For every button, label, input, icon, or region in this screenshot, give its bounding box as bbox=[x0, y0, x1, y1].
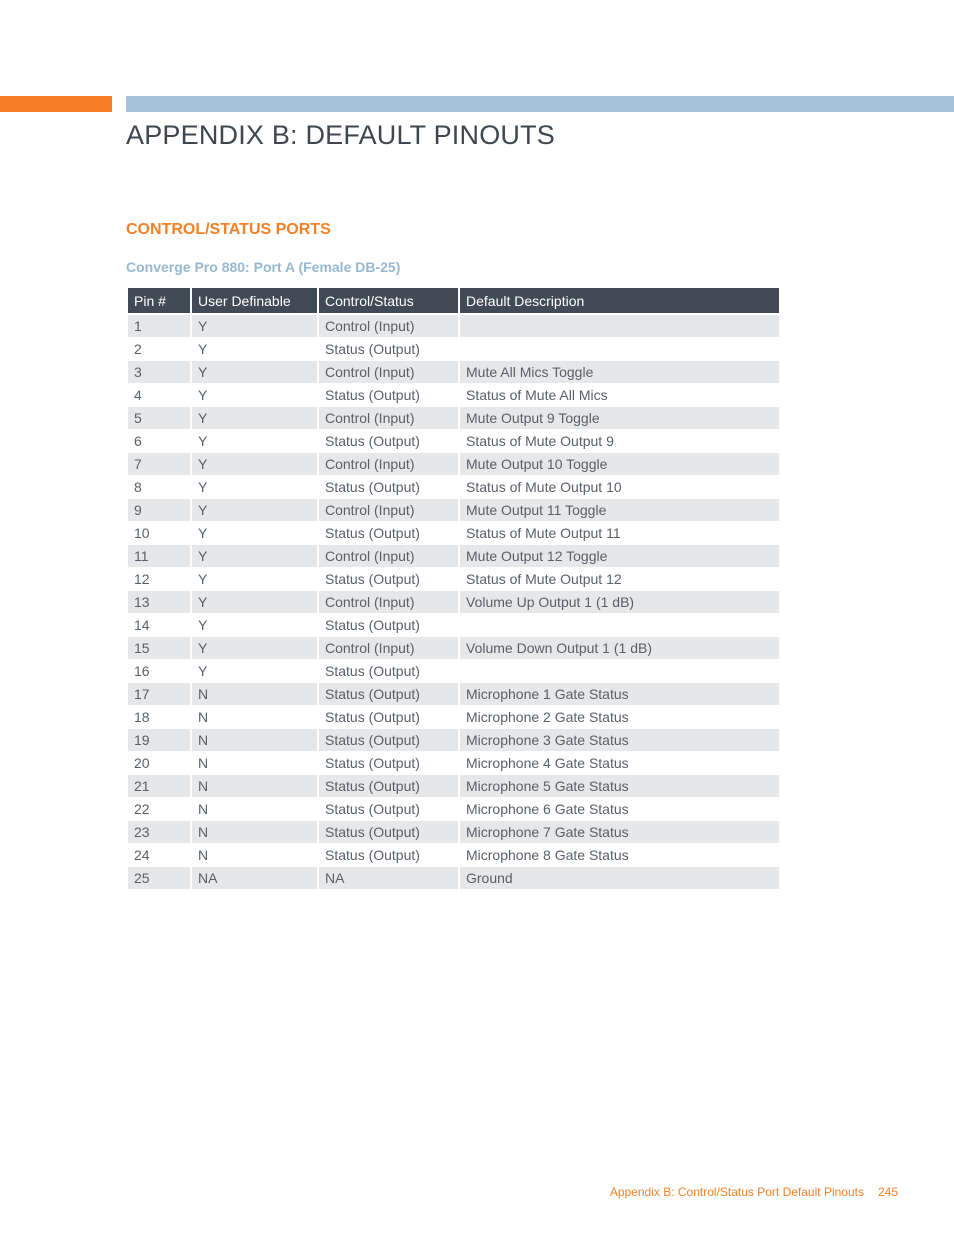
cell-control-status: NA bbox=[319, 867, 458, 890]
cell-control-status: Status (Output) bbox=[319, 338, 458, 361]
table-row bbox=[128, 499, 779, 522]
page-title: APPENDIX B: DEFAULT PINOUTS bbox=[126, 120, 556, 150]
cell-default-description: Status of Mute All Mics bbox=[460, 384, 779, 407]
table-row bbox=[128, 637, 779, 660]
cell-pin: 3 bbox=[128, 361, 190, 384]
table-row bbox=[128, 430, 779, 453]
table-row bbox=[128, 338, 779, 361]
cell-pin: 6 bbox=[128, 430, 190, 453]
cell-control-status: Status (Output) bbox=[319, 430, 458, 453]
cell-user-definable: Y bbox=[192, 660, 317, 683]
table-row bbox=[128, 775, 779, 798]
table-row bbox=[128, 568, 779, 591]
cell-user-definable: N bbox=[192, 683, 317, 706]
cell-pin: 4 bbox=[128, 384, 190, 407]
cell-user-definable: N bbox=[192, 798, 317, 821]
table-row bbox=[128, 407, 779, 430]
cell-control-status: Control (Input) bbox=[319, 361, 458, 384]
cell-pin: 19 bbox=[128, 729, 190, 752]
cell-control-status: Status (Output) bbox=[319, 522, 458, 545]
cell-default-description: Mute All Mics Toggle bbox=[460, 361, 779, 384]
table-row bbox=[128, 798, 779, 821]
table-row bbox=[128, 384, 779, 407]
cell-pin: 9 bbox=[128, 499, 190, 522]
cell-user-definable: Y bbox=[192, 476, 317, 499]
cell-user-definable: Y bbox=[192, 568, 317, 591]
cell-control-status: Status (Output) bbox=[319, 614, 458, 637]
cell-user-definable: N bbox=[192, 752, 317, 775]
cell-pin: 13 bbox=[128, 591, 190, 614]
cell-default-description: Microphone 2 Gate Status bbox=[460, 706, 779, 729]
pinout-table bbox=[126, 288, 781, 890]
cell-user-definable: N bbox=[192, 821, 317, 844]
table-row bbox=[128, 361, 779, 384]
cell-user-definable: Y bbox=[192, 384, 317, 407]
cell-pin: 10 bbox=[128, 522, 190, 545]
cell-control-status: Status (Output) bbox=[319, 706, 458, 729]
cell-default-description bbox=[460, 660, 779, 683]
cell-user-definable: Y bbox=[192, 338, 317, 361]
orange-accent-bar bbox=[0, 96, 112, 112]
cell-pin: 20 bbox=[128, 752, 190, 775]
cell-default-description bbox=[460, 338, 779, 361]
cell-user-definable: N bbox=[192, 706, 317, 729]
cell-pin: 21 bbox=[128, 775, 190, 798]
cell-pin: 25 bbox=[128, 867, 190, 890]
cell-control-status: Control (Input) bbox=[319, 591, 458, 614]
table-row bbox=[128, 315, 779, 338]
footer-text: Appendix B: Control/Status Port Default Pinouts bbox=[609, 1185, 864, 1199]
cell-default-description: Volume Down Output 1 (1 dB) bbox=[460, 637, 779, 660]
cell-user-definable: Y bbox=[192, 430, 317, 453]
cell-default-description bbox=[460, 315, 779, 338]
cell-control-status: Status (Output) bbox=[319, 660, 458, 683]
column-header-default-description: Default Description bbox=[460, 288, 779, 315]
cell-default-description: Status of Mute Output 11 bbox=[460, 522, 779, 545]
cell-control-status: Control (Input) bbox=[319, 499, 458, 522]
cell-pin: 14 bbox=[128, 614, 190, 637]
cell-control-status: Status (Output) bbox=[319, 821, 458, 844]
cell-pin: 24 bbox=[128, 844, 190, 867]
page-number: 245 bbox=[877, 1185, 898, 1199]
table-row bbox=[128, 545, 779, 568]
cell-user-definable: N bbox=[192, 844, 317, 867]
cell-user-definable: Y bbox=[192, 407, 317, 430]
cell-default-description: Status of Mute Output 12 bbox=[460, 568, 779, 591]
cell-user-definable: Y bbox=[192, 614, 317, 637]
cell-pin: 23 bbox=[128, 821, 190, 844]
column-header-user-definable: User Definable bbox=[192, 288, 317, 315]
cell-user-definable: NA bbox=[192, 867, 317, 890]
table-row bbox=[128, 752, 779, 775]
cell-default-description: Microphone 3 Gate Status bbox=[460, 729, 779, 752]
cell-control-status: Status (Output) bbox=[319, 775, 458, 798]
table-row bbox=[128, 522, 779, 545]
cell-pin: 17 bbox=[128, 683, 190, 706]
cell-default-description: Microphone 6 Gate Status bbox=[460, 798, 779, 821]
cell-default-description: Microphone 7 Gate Status bbox=[460, 821, 779, 844]
cell-pin: 11 bbox=[128, 545, 190, 568]
table-body bbox=[128, 315, 779, 890]
cell-default-description: Mute Output 12 Toggle bbox=[460, 545, 779, 568]
cell-default-description: Microphone 1 Gate Status bbox=[460, 683, 779, 706]
cell-default-description: Volume Up Output 1 (1 dB) bbox=[460, 591, 779, 614]
table-row bbox=[128, 453, 779, 476]
page-footer bbox=[610, 1185, 898, 1199]
cell-pin: 5 bbox=[128, 407, 190, 430]
cell-default-description: Ground bbox=[460, 867, 779, 890]
cell-pin: 8 bbox=[128, 476, 190, 499]
cell-user-definable: Y bbox=[192, 499, 317, 522]
cell-control-status: Status (Output) bbox=[319, 844, 458, 867]
cell-control-status: Control (Input) bbox=[319, 453, 458, 476]
cell-control-status: Status (Output) bbox=[319, 568, 458, 591]
table-row bbox=[128, 821, 779, 844]
table-caption: Converge Pro 880: Port A (Female DB-25) bbox=[126, 259, 401, 275]
table-row bbox=[128, 614, 779, 637]
cell-user-definable: Y bbox=[192, 453, 317, 476]
cell-control-status: Control (Input) bbox=[319, 545, 458, 568]
cell-control-status: Status (Output) bbox=[319, 798, 458, 821]
table-row bbox=[128, 844, 779, 867]
cell-default-description: Mute Output 11 Toggle bbox=[460, 499, 779, 522]
cell-control-status: Status (Output) bbox=[319, 752, 458, 775]
cell-user-definable: N bbox=[192, 775, 317, 798]
cell-default-description: Status of Mute Output 10 bbox=[460, 476, 779, 499]
cell-control-status: Control (Input) bbox=[319, 637, 458, 660]
table-row bbox=[128, 591, 779, 614]
cell-user-definable: N bbox=[192, 729, 317, 752]
cell-default-description: Status of Mute Output 9 bbox=[460, 430, 779, 453]
cell-pin: 1 bbox=[128, 315, 190, 338]
cell-pin: 2 bbox=[128, 338, 190, 361]
cell-user-definable: Y bbox=[192, 637, 317, 660]
cell-control-status: Status (Output) bbox=[319, 476, 458, 499]
cell-default-description: Microphone 8 Gate Status bbox=[460, 844, 779, 867]
table-row bbox=[128, 476, 779, 499]
table-row bbox=[128, 729, 779, 752]
cell-default-description: Microphone 4 Gate Status bbox=[460, 752, 779, 775]
cell-pin: 7 bbox=[128, 453, 190, 476]
cell-pin: 12 bbox=[128, 568, 190, 591]
cell-default-description: Microphone 5 Gate Status bbox=[460, 775, 779, 798]
cell-default-description: Mute Output 9 Toggle bbox=[460, 407, 779, 430]
blue-header-band bbox=[126, 96, 954, 112]
section-heading: CONTROL/STATUS PORTS bbox=[126, 221, 331, 238]
cell-user-definable: Y bbox=[192, 315, 317, 338]
table-row bbox=[128, 660, 779, 683]
cell-pin: 22 bbox=[128, 798, 190, 821]
cell-user-definable: Y bbox=[192, 361, 317, 384]
column-header-control-status: Control/Status bbox=[319, 288, 458, 315]
cell-control-status: Status (Output) bbox=[319, 729, 458, 752]
table-row bbox=[128, 706, 779, 729]
table-row bbox=[128, 683, 779, 706]
cell-user-definable: Y bbox=[192, 591, 317, 614]
cell-user-definable: Y bbox=[192, 522, 317, 545]
cell-control-status: Control (Input) bbox=[319, 315, 458, 338]
cell-control-status: Status (Output) bbox=[319, 384, 458, 407]
cell-pin: 16 bbox=[128, 660, 190, 683]
cell-default-description bbox=[460, 614, 779, 637]
cell-control-status: Status (Output) bbox=[319, 683, 458, 706]
cell-pin: 15 bbox=[128, 637, 190, 660]
cell-default-description: Mute Output 10 Toggle bbox=[460, 453, 779, 476]
table-row bbox=[128, 867, 779, 890]
table-header-row bbox=[128, 288, 779, 315]
cell-pin: 18 bbox=[128, 706, 190, 729]
cell-user-definable: Y bbox=[192, 545, 317, 568]
column-header-pin: Pin # bbox=[128, 288, 190, 315]
cell-control-status: Control (Input) bbox=[319, 407, 458, 430]
